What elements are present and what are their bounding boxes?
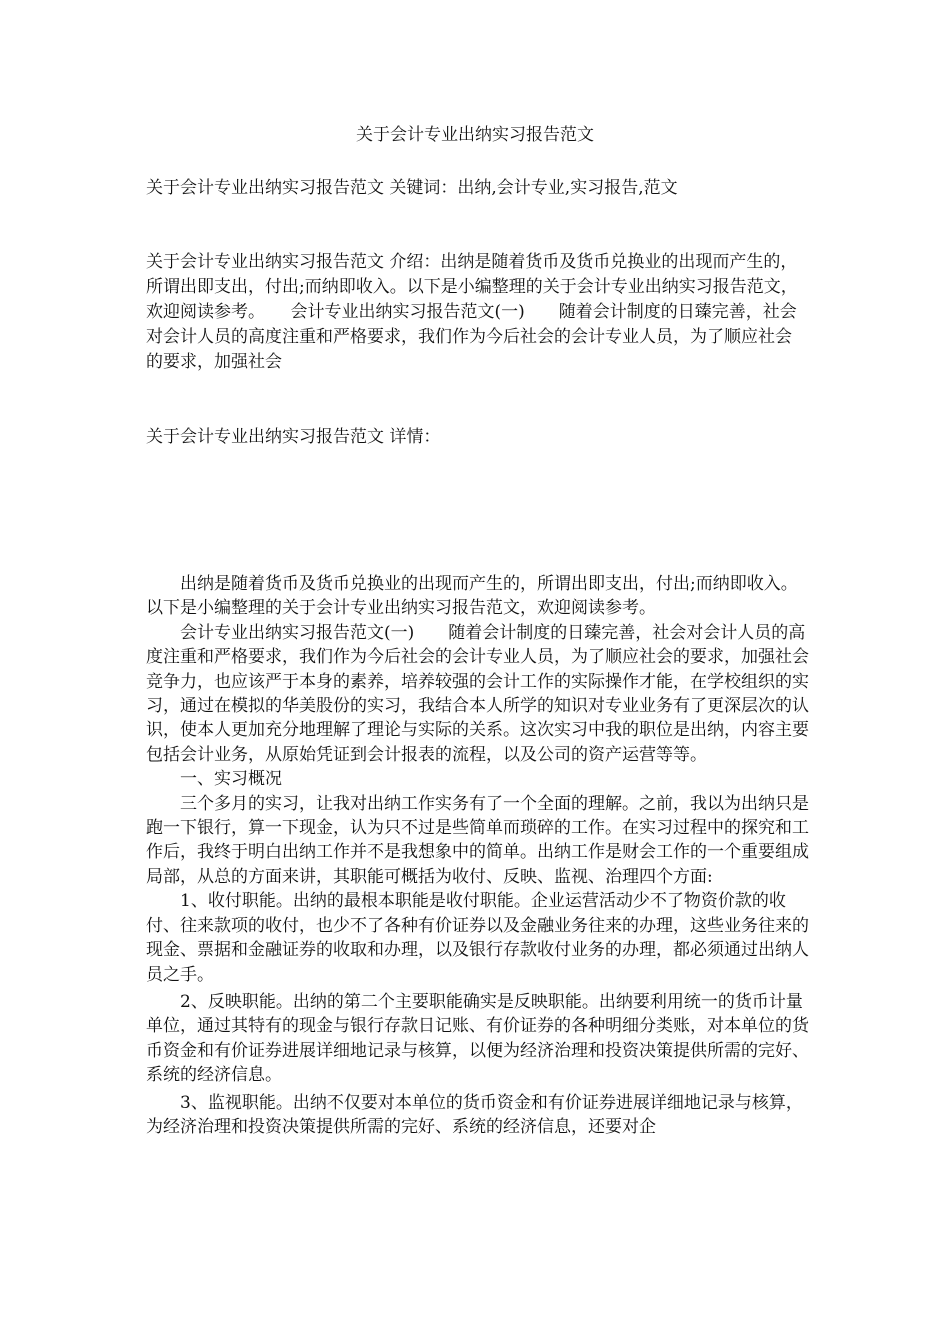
report-body (146, 572, 810, 1139)
body-paragraph: 2、反映职能。出纳的第二个主要职能确实是反映职能。出纳要利用统一的货币计量单位，通过其特有的现金与银行存款日记账、有价证券的各种明细分类账，对本单位的货币资金和有价证券进展详细地记录与核算，以便为经济治理和投资决策提供所需的完好、系统的经济信息。 (146, 991, 809, 1086)
body-paragraph: 会计专业出纳实习报告范文(一) 随着会计制度的日臻完善，社会对会计人员的高度注重和严格要求，我们作为今后社会的会计专业人员，为了顺应社会的要求，加强社会竞争力，也应该严于本身的素养，培养较强的会计工作的实际操作才能，在学校组织的实习，通过在模拟的华美股份的实习，我结合本人所学的知识对专业业务有了更深层次的认识，使本人更加充分地理解了理论与实际的关系。这次实习中我的职位是出纳，内容主要包括会计业务，从原始凭证到会计报表的流程，以及公司的资产运营等等。 (146, 622, 809, 765)
keywords-line: 关于会计专业出纳实习报告范文 关键词：出纳,会计专业,实习报告,范文 (146, 178, 678, 198)
body-paragraph: 1、收付职能。出纳的最根本职能是收付职能。企业运营活动少不了物资价款的收付、往来款项的收付，也少不了各种有价证券以及金融业务往来的办理，这些业务往来的现金、票据和金融证券的收取和办理，以及银行存款收付业务的办理，都必须通过出纳人员之手。 (146, 891, 809, 985)
details-label: 关于会计专业出纳实习报告范文 详情： (146, 427, 441, 447)
document-title: 关于会计专业出纳实习报告范文 (356, 125, 594, 145)
body-paragraph: 出纳是随着货币及货币兑换业的出现而产生的，所谓出即支出，付出;而纳即收入。以下是小编整理的关于会计专业出纳实习报告范文，欢迎阅读参考。 (146, 574, 798, 619)
body-paragraph: 三个多月的实习，让我对出纳工作实务有了一个全面的理解。之前，我以为出纳只是跑一下银行，算一下现金，认为只不过是些简单而琐碎的工作。在实习过程中的探究和工作后，我终于明白出纳工作并不是我想象中的简单。出纳工作是财会工作的一个重要组成局部，从总的方面来讲，其职能可概括为收付、反映、监视、治理四个方面: (146, 793, 809, 887)
intro-paragraph: 关于会计专业出纳实习报告范文 介绍：出纳是随着货币及货币兑换业的出现而产生的，所谓出即支出，付出;而纳即收入。以下是小编整理的关于会计专业出纳实习报告范文，欢迎阅读参考。 会计专业出纳实习报告范文(一) 随着会计制度的日臻完善，社会对会计人员的高度注重和严格要求，我们作为今后社会的会计专业人员，为了顺应社会的要求，加强社会 (146, 252, 798, 372)
body-paragraph: 3、监视职能。出纳不仅要对本单位的货币资金和有价证券进展详细地记录与核算，为经济治理和投资决策提供所需的完好、系统的经济信息，还要对企 (146, 1092, 803, 1137)
section-heading: 一、实习概况 (180, 769, 282, 790)
